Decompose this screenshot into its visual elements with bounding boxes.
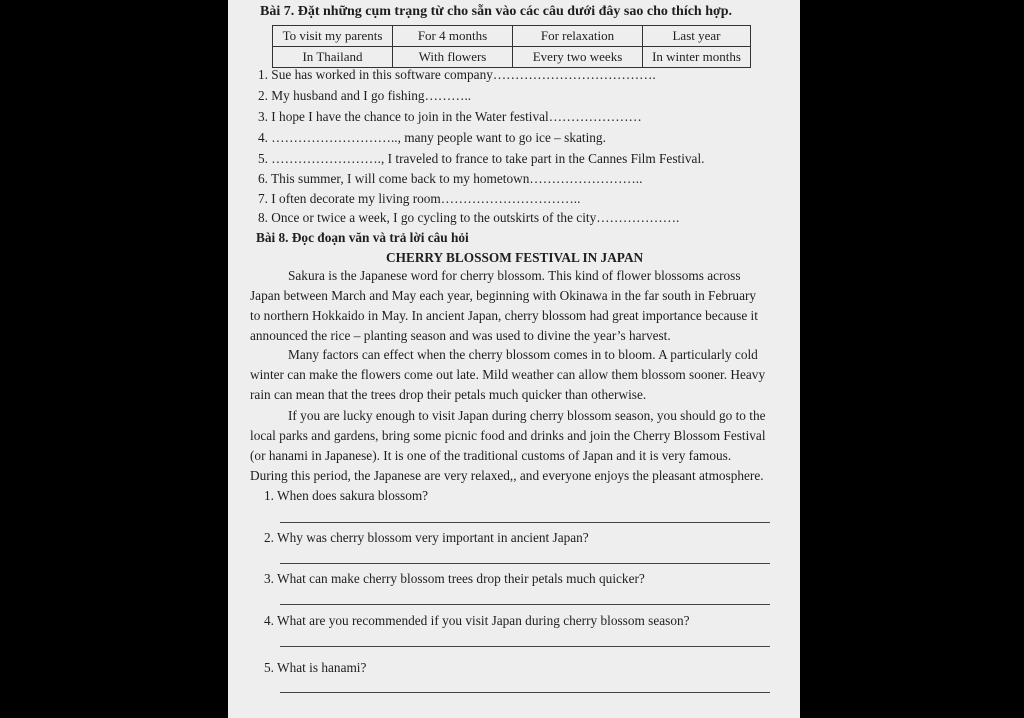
passage-line: Japan between March and May each year, beginning with Okinawa in the far south in February xyxy=(250,288,757,303)
passage-line: (or hanami in Japanese). It is one of the traditional customs of Japan and it is very famous. xyxy=(250,448,732,463)
table-cell: For 4 months xyxy=(393,26,513,47)
table-cell: For relaxation xyxy=(513,26,643,47)
passage-line: Sakura is the Japanese word for cherry blossom. This kind of flower blossoms across xyxy=(288,268,741,283)
question-4: 4. What are you recommended if you visit Japan during cherry blossom season? xyxy=(264,613,690,628)
answer-line xyxy=(280,692,770,693)
passage-paragraph-3 xyxy=(250,406,780,486)
table-cell: In winter months xyxy=(643,47,751,68)
exercise-7-sentence-1: 1. Sue has worked in this software company………………………………. xyxy=(258,67,656,82)
table-cell: To visit my parents xyxy=(273,26,393,47)
question-2: 2. Why was cherry blossom very important in ancient Japan? xyxy=(264,530,589,545)
passage-line: announced the rice – planting season and was used to divine the year’s harvest. xyxy=(250,328,671,343)
table-cell: Last year xyxy=(643,26,751,47)
passage-title: CHERRY BLOSSOM FESTIVAL IN JAPAN xyxy=(386,250,644,265)
answer-line xyxy=(280,646,770,647)
exercise-7-sentence-4: 4. ……………………….., many people want to go ice – skating. xyxy=(258,130,606,145)
passage-line: local parks and gardens, bring some picnic food and drinks and join the Cherry Blossom Festival xyxy=(250,428,766,443)
table-cell: Every two weeks xyxy=(513,47,643,68)
question-3: 3. What can make cherry blossom trees drop their petals much quicker? xyxy=(264,571,645,586)
answer-line xyxy=(280,604,770,605)
passage-line: rain can mean that the trees drop their petals much quicker than otherwise. xyxy=(250,387,647,402)
answer-line xyxy=(280,563,770,564)
table-row xyxy=(273,47,751,68)
exercise-8-title: Bài 8. Đọc đoạn văn và trả lời câu hỏi xyxy=(256,230,469,245)
passage-line: If you are lucky enough to visit Japan during cherry blossom season, you should go to the xyxy=(288,408,766,423)
passage-line: winter can make the flowers come out late. Mild weather can allow them blossom sooner. Heavy xyxy=(250,367,766,382)
exercise-7-sentence-7: 7. I often decorate my living room………………………….. xyxy=(258,191,581,206)
passage-paragraph-1 xyxy=(250,266,780,346)
exercise-7-sentence-3: 3. I hope I have the chance to join in the Water festival………………… xyxy=(258,109,642,124)
exercise-7-sentence-6: 6. This summer, I will come back to my hometown…………………….. xyxy=(258,171,643,186)
exercise-7-title: Bài 7. Đặt những cụm trạng từ cho sẵn vào các câu dưới đây sao cho thích hợp. xyxy=(260,4,733,19)
passage-line: to northern Hokkaido in May. In ancient Japan, cherry blossom had great importance because it xyxy=(250,308,758,323)
table-row xyxy=(273,26,751,47)
passage-line: Many factors can effect when the cherry blossom comes in to bloom. A particularly cold xyxy=(288,347,758,362)
passage-line: During this period, the Japanese are very relaxed,, and everyone enjoys the pleasant atmosphere. xyxy=(250,468,764,483)
table-cell: With flowers xyxy=(393,47,513,68)
phrase-table xyxy=(272,25,751,68)
exercise-7-sentence-5: 5. ……………………., I traveled to france to take part in the Cannes Film Festival. xyxy=(258,151,705,166)
exercise-7-sentence-2: 2. My husband and I go fishing……….. xyxy=(258,88,472,103)
passage-paragraph-2 xyxy=(250,345,780,405)
question-5: 5. What is hanami? xyxy=(264,660,367,675)
question-1: 1. When does sakura blossom? xyxy=(264,488,429,503)
answer-line xyxy=(280,522,770,523)
exercise-7-sentence-8: 8. Once or twice a week, I go cycling to the outskirts of the city………………. xyxy=(258,210,680,225)
worksheet-page xyxy=(228,0,800,718)
table-cell: In Thailand xyxy=(273,47,393,68)
